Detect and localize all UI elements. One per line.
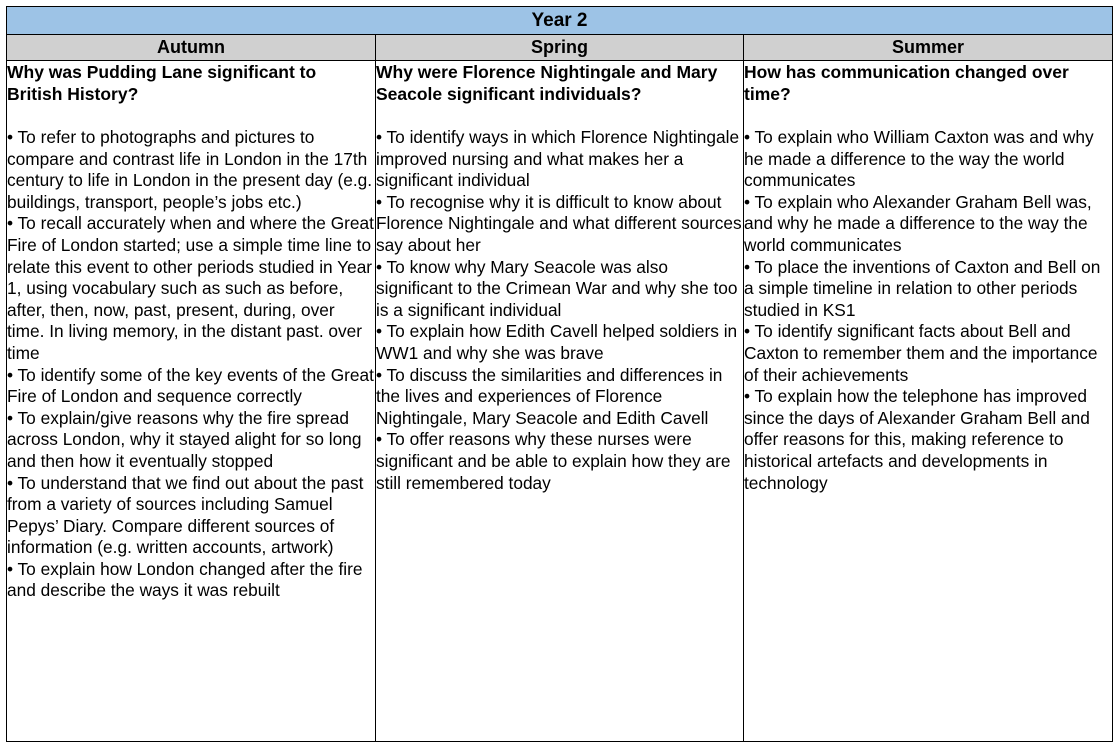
objective-item: • To offer reasons why these nurses were significant and be able to explain how they are still remembered today [376, 429, 731, 493]
objective-item: • To explain how the telephone has improved since the days of Alexander Graham Bell and offer reasons for this, making reference to historical artefacts and developments in technology [744, 386, 1090, 493]
summer-question: How has communication changed over time? [744, 62, 1069, 104]
year-header-row [7, 7, 1113, 35]
objective-item: • To explain who William Caxton was and why he made a difference to the way the world communicates [744, 127, 1094, 191]
autumn-objectives [7, 127, 375, 602]
term-content-autumn [7, 61, 376, 742]
objective-item: • To understand that we find out about the past from a variety of sources including Samuel Pepys’ Diary. Compare different sources of information (e.g. written accounts, artwork) [7, 472, 364, 558]
term-content-row [7, 61, 1113, 742]
objective-item: • To explain how Edith Cavell helped soldiers in WW1 and why she was brave [376, 321, 738, 363]
year-title: Year 2 [7, 7, 1113, 35]
autumn-question: Why was Pudding Lane significant to British History? [7, 62, 317, 104]
objective-item: • To recall accurately when and where the Great Fire of London started; use a simple time line to relate this event to other periods studied in Year 1, using vocabulary such as such as before, after, then, now, past, present, during, over time. In living memory, in the distant past. over time [7, 213, 374, 363]
term-content-spring [376, 61, 744, 742]
objective-item: • To explain who Alexander Graham Bell was, and why he made a difference to the way the world communicates [744, 191, 1092, 255]
objective-item: • To refer to photographs and pictures to compare and contrast life in London in the 17th century to life in London in the present day (e.g. buildings, transport, people’s jobs etc.) [7, 127, 373, 212]
objective-item: • To place the inventions of Caxton and Bell on a simple timeline in relation to other periods studied in KS1 [744, 256, 1101, 320]
term-header-autumn: Autumn [7, 35, 376, 61]
objective-item: • To know why Mary Seacole was also significant to the Crimean War and why she too is a significant individual [376, 256, 738, 320]
spring-question: Why were Florence Nightingale and Mary Seacole significant individuals? [376, 62, 718, 104]
summer-objectives [744, 127, 1112, 494]
objective-item: • To explain/give reasons why the fire spread across London, why it stayed alight for so long and then how it eventually stopped [7, 407, 362, 471]
term-header-spring: Spring [376, 35, 744, 61]
objective-item: • To identify ways in which Florence Nightingale improved nursing and what makes her a significant individual [376, 127, 740, 191]
objective-item: • To explain how London changed after the fire and describe the ways it was rebuilt [7, 558, 363, 601]
term-header-summer: Summer [744, 35, 1113, 61]
objective-item: • To recognise why it is difficult to know about Florence Nightingale and what different sources say about her [376, 191, 742, 255]
term-header-row [7, 35, 1113, 61]
objective-item: • To identify some of the key events of the Great Fire of London and sequence correctly [7, 364, 374, 407]
objective-item: • To identify significant facts about Bell and Caxton to remember them and the importance of their achievements [744, 321, 1098, 385]
year-2-curriculum-table [6, 6, 1113, 742]
term-content-summer [744, 61, 1113, 742]
objective-item: • To discuss the similarities and differences in the lives and experiences of Florence Nightingale, Mary Seacole and Edith Cavell [376, 364, 723, 428]
spring-objectives [376, 127, 743, 494]
